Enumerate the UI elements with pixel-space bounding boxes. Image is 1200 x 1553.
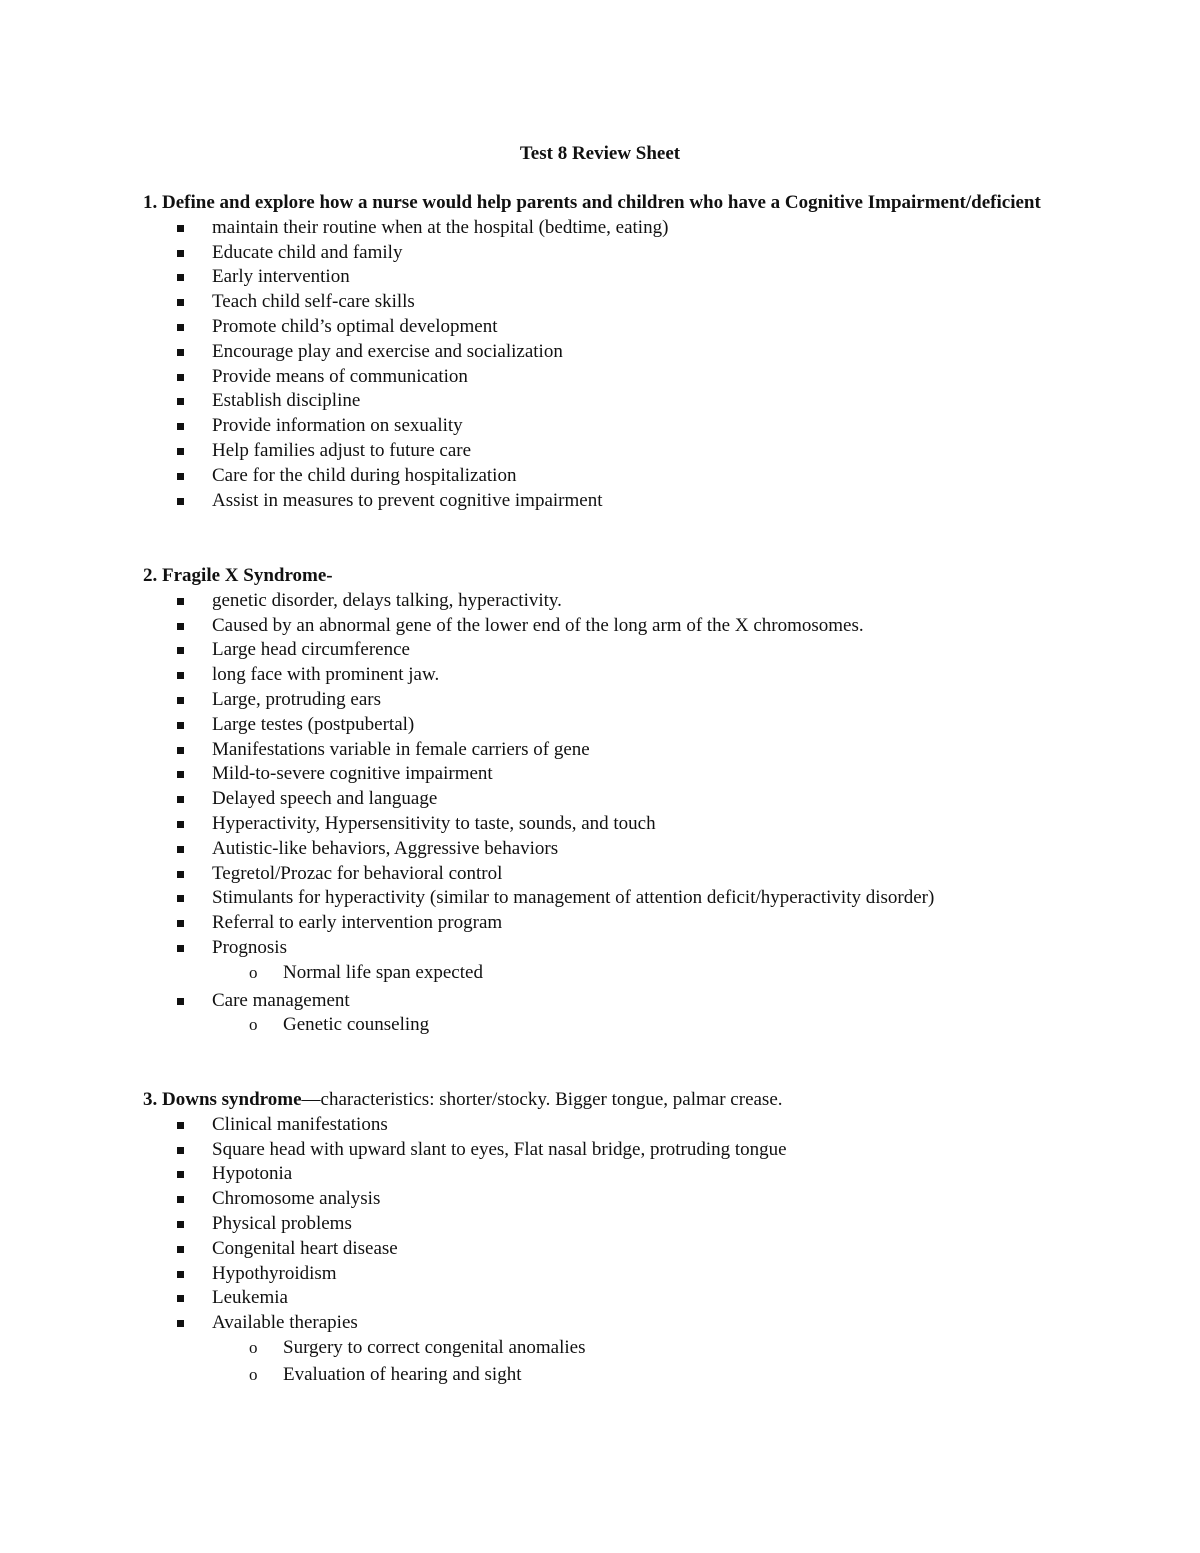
list-item-label: Care management (212, 989, 350, 1011)
sub-list (143, 1013, 1103, 1038)
list-item: Provide means of communication (143, 365, 1103, 390)
list-item: Large, protruding ears (143, 688, 1103, 713)
list-item-label: Available therapies (212, 1312, 358, 1334)
list-item: Establish discipline (143, 389, 1103, 414)
list-item: Leukemia (143, 1286, 1103, 1311)
sub-bullet-glyph: o (249, 1015, 258, 1035)
list-item-label: Prognosis (212, 936, 287, 958)
list-item: Hypothyroidism (143, 1262, 1103, 1287)
list-item-care-management (143, 989, 1103, 1039)
list-item: Stimulants for hyperactivity (similar to management of attention deficit/hyperactivity disorder) (143, 886, 1103, 911)
bullet-list (143, 589, 1103, 1038)
list-item: Large testes (postpubertal) (143, 713, 1103, 738)
section-heading-bold: 2. Fragile X Syndrome- (143, 565, 333, 586)
document-title: Test 8 Review Sheet (519, 143, 681, 164)
list-item: Early intervention (143, 265, 1103, 290)
sub-list-item-label: Genetic counseling (283, 1014, 430, 1036)
list-item: genetic disorder, delays talking, hyperactivity. (143, 589, 1103, 614)
list-item: Caused by an abnormal gene of the lower end of the long arm of the X chromosomes. (143, 614, 1103, 639)
section-heading-rest: —characteristics: shorter/stocky. Bigger tongue, palmar crease. (301, 1089, 783, 1110)
list-item: Square head with upward slant to eyes, Flat nasal bridge, protruding tongue (143, 1138, 1103, 1163)
section-heading-bold: 1. Define and explore how a nurse would help parents and children who have a Cognitive Impairment/deficient (143, 192, 1041, 213)
sub-list-item (143, 961, 1103, 986)
sub-list-item-label: Normal life span expected (283, 961, 483, 983)
list-item: Provide information on sexuality (143, 414, 1103, 439)
section-cognitive-impairment (143, 191, 1103, 513)
list-item: Educate child and family (143, 241, 1103, 266)
sub-bullet-glyph: o (249, 1337, 258, 1357)
bullet-list (143, 216, 1103, 514)
section-heading (143, 191, 1103, 216)
list-item: Chromosome analysis (143, 1187, 1103, 1212)
sub-list-item (143, 1013, 1103, 1038)
list-item: Mild-to-severe cognitive impairment (143, 762, 1103, 787)
list-item: maintain their routine when at the hospital (bedtime, eating) (143, 216, 1103, 241)
list-item: Clinical manifestations (143, 1113, 1103, 1138)
list-item-prognosis (143, 936, 1103, 986)
sub-list (143, 1336, 1103, 1388)
list-item: Autistic-like behaviors, Aggressive behaviors (143, 837, 1103, 862)
section-heading-bold: 3. Downs syndrome (143, 1089, 302, 1110)
list-item: Delayed speech and language (143, 787, 1103, 812)
section-fragile-x (143, 564, 1103, 1038)
section-heading (143, 564, 1103, 589)
list-item: Promote child’s optimal development (143, 315, 1103, 340)
list-item: long face with prominent jaw. (143, 663, 1103, 688)
sub-list-item-label: Evaluation of hearing and sight (283, 1363, 522, 1385)
list-item: Referral to early intervention program (143, 911, 1103, 936)
sub-list-item-label: Surgery to correct congenital anomalies (283, 1336, 586, 1358)
list-item: Congenital heart disease (143, 1237, 1103, 1262)
list-item: Teach child self-care skills (143, 290, 1103, 315)
section-downs-syndrome (143, 1088, 1103, 1388)
sub-bullet-glyph: o (249, 962, 258, 982)
list-item-available-therapies (143, 1311, 1103, 1387)
bullet-list (143, 1113, 1103, 1388)
sub-bullet-glyph: o (249, 1364, 258, 1384)
list-item: Tegretol/Prozac for behavioral control (143, 862, 1103, 887)
list-item: Large head circumference (143, 638, 1103, 663)
sub-list-item (143, 1336, 1103, 1361)
list-item: Encourage play and exercise and socialization (143, 340, 1103, 365)
sub-list (143, 961, 1103, 986)
list-item: Hypotonia (143, 1162, 1103, 1187)
list-item: Hyperactivity, Hypersensitivity to taste, sounds, and touch (143, 812, 1103, 837)
list-item: Care for the child during hospitalization (143, 464, 1103, 489)
list-item: Help families adjust to future care (143, 439, 1103, 464)
list-item: Assist in measures to prevent cognitive impairment (143, 489, 1103, 514)
list-item: Physical problems (143, 1212, 1103, 1237)
list-item: Manifestations variable in female carriers of gene (143, 738, 1103, 763)
section-heading (143, 1088, 1103, 1113)
sub-list-item (143, 1363, 1103, 1388)
